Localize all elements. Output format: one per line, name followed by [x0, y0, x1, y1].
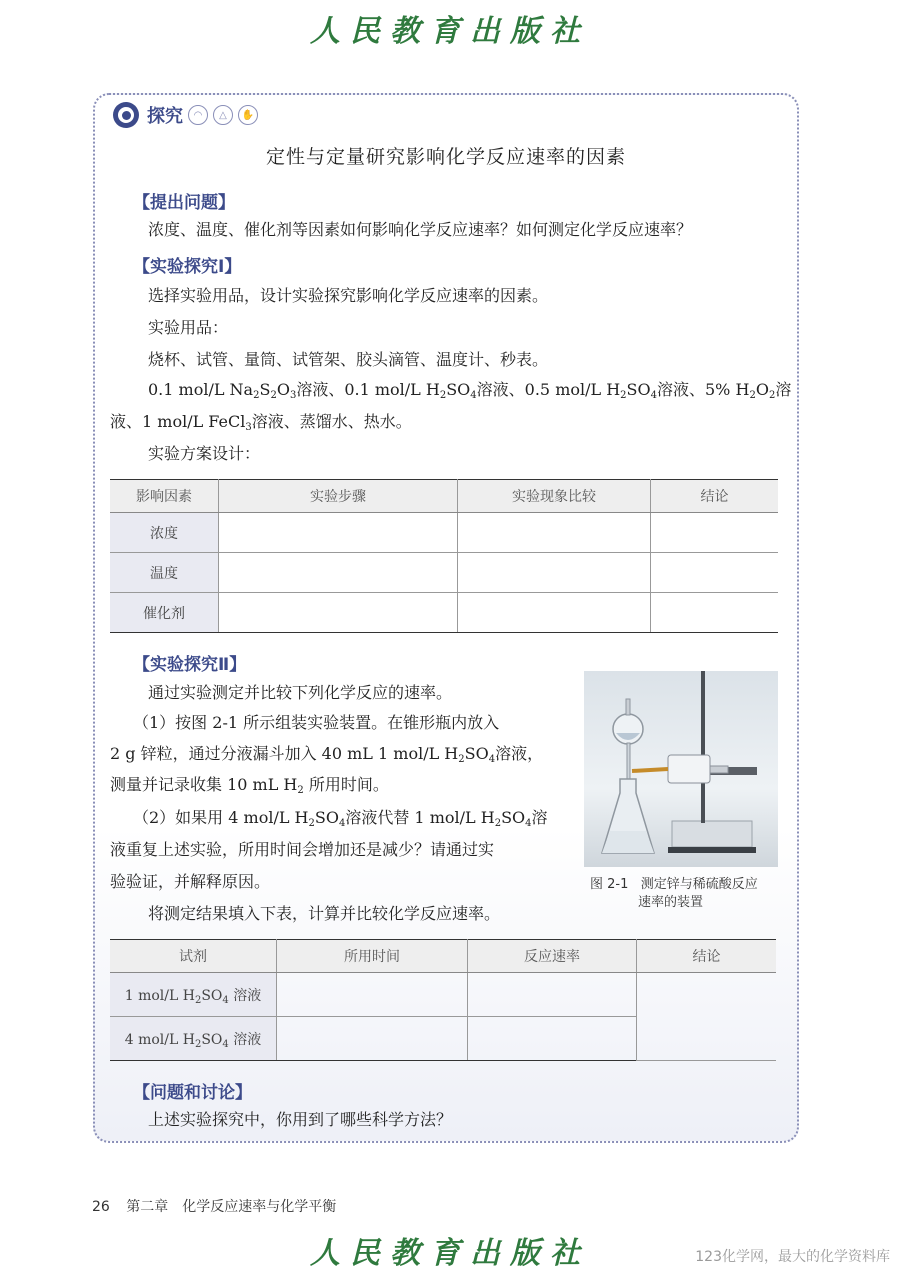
blank-cell[interactable] [458, 553, 651, 593]
equipment-list: 烧杯、试管、量筒、试管架、胶头滴管、温度计、秒表。 [148, 350, 549, 369]
reagent-list-line2: 液、1 mol/L FeCl$_3$溶液、蒸馏水、热水。 [110, 412, 412, 433]
chapter-title: 第二章 化学反应速率与化学平衡 [126, 1199, 337, 1215]
blank-cell[interactable] [468, 973, 637, 1017]
exp2-step2-line3: 验验证，并解释原因。 [110, 872, 271, 891]
question-text: 浓度、温度、催化剂等因素如何影响化学反应速率？如何测定化学反应速率？ [148, 220, 693, 239]
figure-caption-line2: 速率的装置 [638, 895, 704, 910]
blank-cell[interactable] [219, 513, 458, 553]
page-number: 26 [92, 1199, 110, 1215]
table1-header: 实验现象比较 [458, 480, 651, 513]
exp2-step2-line2: 液重复上述实验，所用时间会增加还是减少？请通过实 [110, 840, 495, 859]
table1-header: 结论 [651, 480, 779, 513]
figure-number: 图 2-1 [590, 877, 629, 892]
materials-label: 实验用品： [148, 318, 229, 337]
blank-cell[interactable] [651, 553, 779, 593]
factor-label: 温度 [110, 553, 219, 593]
blank-cell[interactable] [219, 593, 458, 633]
section-question: 【提出问题】 [133, 193, 235, 213]
blank-cell[interactable] [277, 973, 468, 1017]
blank-cell[interactable] [468, 1017, 637, 1061]
table-row [110, 513, 778, 553]
exp2-step2-line1: （2）如果用 4 mol/L $H_2SO_4$溶液代替 1 mol/L $H_2SO_4$溶 [133, 808, 548, 829]
table2-header: 所用时间 [277, 940, 468, 973]
blank-cell[interactable] [219, 553, 458, 593]
table2-header: 反应速率 [468, 940, 637, 973]
factor-label: 催化剂 [110, 593, 219, 633]
exp1-intro: 选择实验用品，设计实验探究影响化学反应速率的因素。 [148, 286, 549, 305]
page-title: 定性与定量研究影响化学反应速率的因素 [265, 146, 626, 168]
exp2-intro: 通过实验测定并比较下列化学反应的速率。 [148, 683, 453, 702]
publisher-logo: 人民教育出版社 [310, 14, 590, 49]
table2-header: 结论 [637, 940, 777, 973]
glove-icon: ✋ [238, 105, 258, 125]
figure-caption-line1: 测定锌与稀硫酸反应 [640, 877, 758, 892]
target-icon [113, 102, 139, 128]
reagent-label-2: 4 mol/L $H_2SO_4$ 溶液 [110, 1017, 277, 1061]
exp2-fill-instruction: 将测定结果填入下表，计算并比较化学反应速率。 [148, 904, 501, 923]
discussion-text: 上述实验探究中，你用到了哪些科学方法？ [148, 1110, 453, 1129]
blank-cell[interactable] [651, 513, 779, 553]
section-experiment-1: 【实验探究Ⅰ】 [133, 257, 242, 277]
table-row [110, 973, 776, 1017]
table2-header: 试剂 [110, 940, 277, 973]
goggles-icon: ◠ [188, 105, 208, 125]
factor-label: 浓度 [110, 513, 219, 553]
rate-results-table [110, 939, 776, 1061]
page-footer [92, 1196, 336, 1216]
inquiry-label: 探究 [147, 106, 183, 127]
experiment-plan-table [110, 479, 778, 633]
section-experiment-2: 【实验探究Ⅱ】 [133, 655, 247, 675]
table1-header: 影响因素 [110, 480, 219, 513]
zinc-acid-apparatus-illustration [584, 671, 778, 867]
publisher-logo-bottom: 人民教育出版社 [310, 1236, 590, 1271]
blank-cell[interactable] [651, 593, 779, 633]
hazard-icon: △ [213, 105, 233, 125]
apparatus-photo [584, 671, 778, 867]
reagent-label-1: 1 mol/L $H_2SO_4$ 溶液 [110, 973, 277, 1017]
site-watermark: 123化学网，最大的化学资料库 [695, 1249, 890, 1265]
table1-header: 实验步骤 [219, 480, 458, 513]
plan-label: 实验方案设计： [148, 444, 261, 463]
table-row [110, 593, 778, 633]
exp2-step1-line2: 2 g 锌粒，通过分液漏斗加入 40 mL 1 mol/L $H_2SO_4$溶液， [110, 744, 544, 765]
inquiry-header [113, 100, 258, 130]
blank-cell[interactable] [458, 513, 651, 553]
exp2-step1-line3: 测量并记录收集 10 mL $H_2$ 所用时间。 [110, 775, 389, 796]
table-row [110, 553, 778, 593]
reagent-list-line1: 0.1 mol/L $Na_2S_2O_3$溶液、0.1 mol/L $H_2SO_4$溶液、0.5 mol/L $H_2SO_4$溶液、5% $H_2O_2$溶 [148, 380, 792, 401]
exp2-step1-line1: （1）按图 2-1 所示组装实验装置。在锥形瓶内放入 [133, 713, 500, 732]
conclusion-cell[interactable] [637, 973, 777, 1061]
figure-caption [590, 876, 758, 912]
blank-cell[interactable] [458, 593, 651, 633]
section-discussion: 【问题和讨论】 [133, 1083, 252, 1103]
blank-cell[interactable] [277, 1017, 468, 1061]
